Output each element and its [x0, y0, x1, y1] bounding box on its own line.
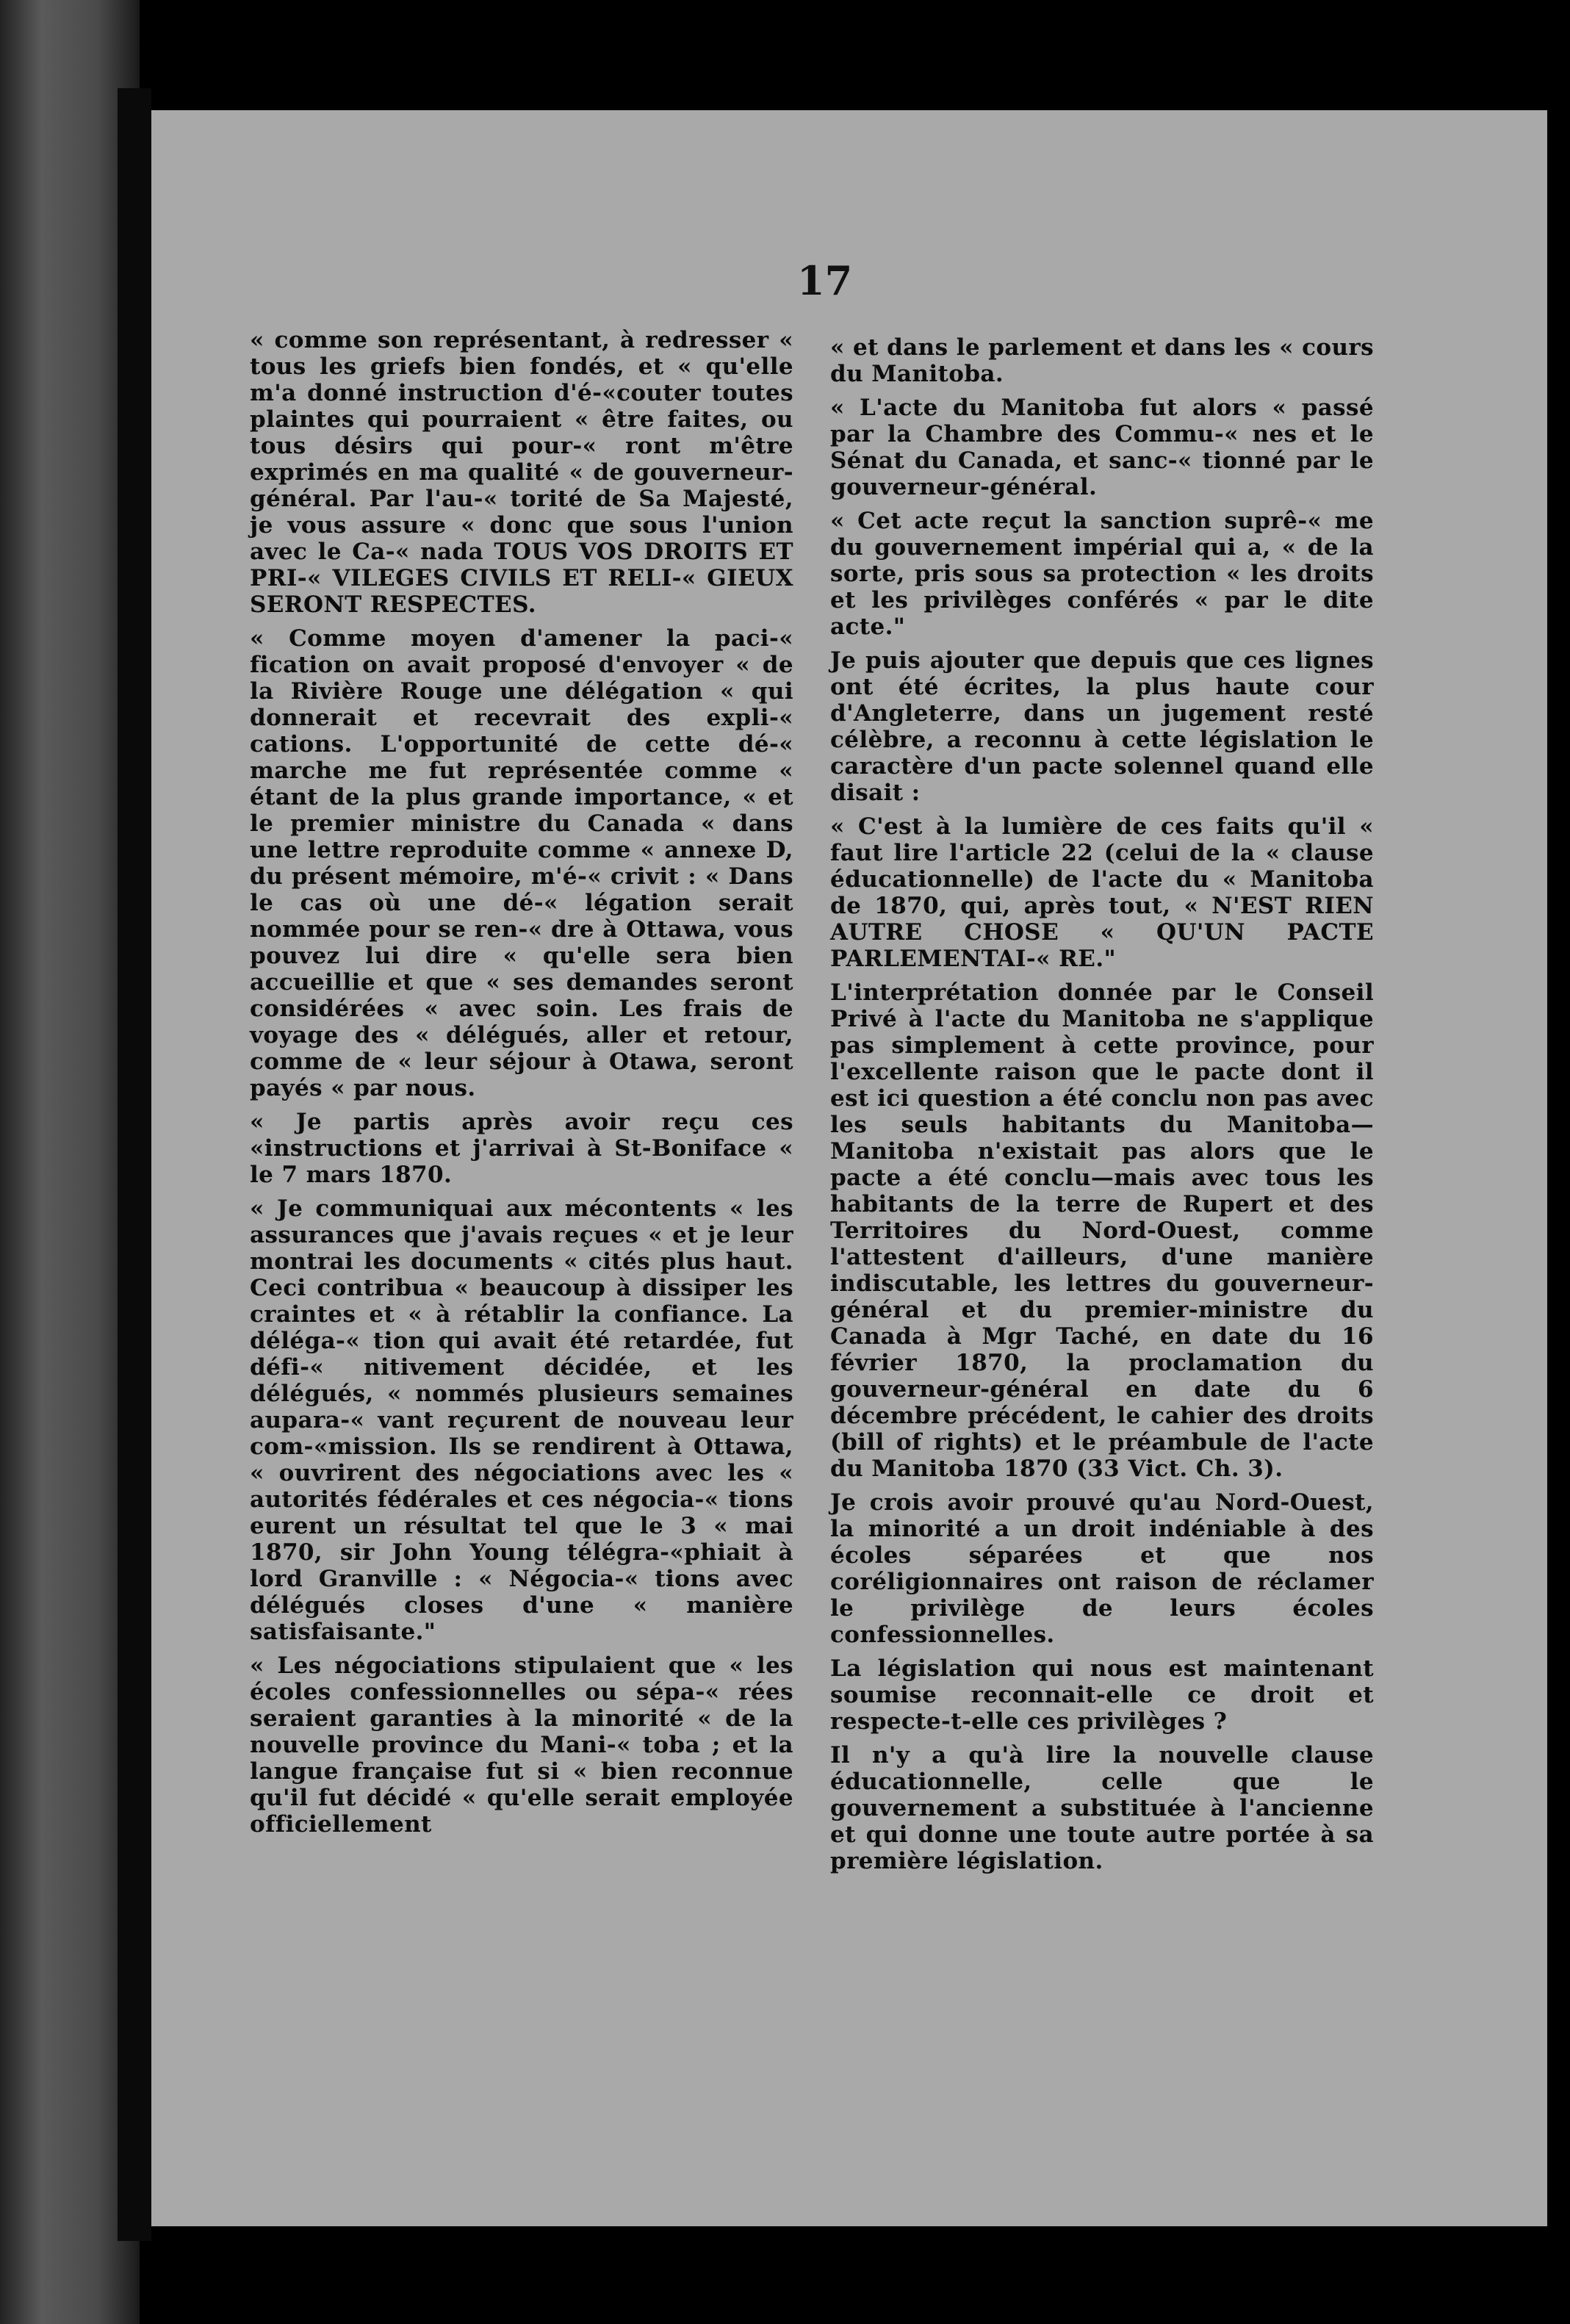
paragraph: Il n'y a qu'à lire la nouvelle clause éducationnelle, celle que le gouvernement a substituée à l'ancienne et qui donne une toute autre portée à sa première législation.	[830, 1742, 1374, 1874]
paragraph: « comme son représentant, à redresser « tous les griefs bien fondés, et « qu'elle m'a donné instruction d'é-«couter toutes plaintes qui pourraient « être faites, ou tous désirs qui pour-« ront m'être exprimés en ma qualité « de gouverneur-général. Par l'au-« torité de Sa Majesté, je vous assure « donc que sous l'union avec le Ca-« nada TOUS VOS DROITS ET PRI-« VILEGES CIVILS ET RELI-« GIEUX SERONT RESPECTES.	[250, 327, 793, 618]
paragraph: Je crois avoir prouvé qu'au Nord-Ouest, la minorité a un droit indéniable à des écoles séparées et que nos coréligionnaires ont raison de réclamer le privilège de leurs écoles confessionnelles.	[830, 1489, 1374, 1648]
paragraph: « L'acte du Manitoba fut alors « passé par la Chambre des Commu-« nes et le Sénat du Canada, et sanc-« tionné par le gouverneur-général.	[830, 395, 1374, 500]
paragraph: « Je partis après avoir reçu ces «instructions et j'arrivai à St-Boniface « le 7 mars 1870.	[250, 1109, 793, 1188]
right-column	[830, 334, 1374, 1882]
left-column	[250, 327, 793, 1845]
paragraph: « Les négociations stipulaient que « les écoles confessionnelles ou sépa-« rées seraient garanties à la minorité « de la nouvelle province du Mani-« toba ; et la langue française fut si « bien reconnue qu'il fut décidé « qu'elle serait employée officiellement	[250, 1652, 793, 1838]
paragraph: « et dans le parlement et dans les « cours du Manitoba.	[830, 334, 1374, 387]
paragraph: La législation qui nous est maintenant soumise reconnait-elle ce droit et respecte-t-elle ces privilèges ?	[830, 1655, 1374, 1735]
paragraph: « Je communiquai aux mécontents « les assurances que j'avais reçues « et je leur montrai les documents « cités plus haut. Ceci contribua « beaucoup à dissiper les craintes et « à rétablir la confiance. La déléga-« tion qui avait été retardée, fut défi-« nitivement décidée, et les délégués, « nommés plusieurs semaines aupara-« vant reçurent de nouveau leur com-«mission. Ils se rendirent à Ottawa, « ouvrirent des négociations avec les « autorités fédérales et ces négocia-« tions eurent un résultat tel que le 3 « mai 1870, sir John Young télégra-«phiait à lord Granville : « Négocia-« tions avec délégués closes d'une « manière satisfaisante."	[250, 1195, 793, 1645]
page-number: 17	[797, 257, 853, 304]
paragraph: « Cet acte reçut la sanction suprê-« me du gouvernement impérial qui a, « de la sorte, pris sous sa protection « les droits et les privilèges conférés « par le dite acte."	[830, 508, 1374, 640]
paragraph: « C'est à la lumière de ces faits qu'il « faut lire l'article 22 (celui de la « clause éducationnelle) de l'acte du « Manitoba de 1870, qui, après tout, « N'EST RIEN AUTRE CHOSE « QU'UN PACTE PARLEMENTAI-« RE."	[830, 813, 1374, 972]
book-spine	[118, 88, 151, 2241]
paragraph: « Comme moyen d'amener la paci-« fication on avait proposé d'envoyer « de la Rivière Rouge une délégation « qui donnerait et recevrait des expli-« cations. L'opportunité de cette dé-« marche me fut représentée comme « étant de la plus grande importance, « et le premier ministre du Canada « dans une lettre reproduite comme « annexe D, du présent mémoire, m'é-« crivit : « Dans le cas où une dé-« légation serait nommée pour se ren-« dre à Ottawa, vous pouvez lui dire « qu'elle sera bien accueillie et que « ses demandes seront considérées « avec soin. Les frais de voyage des « délégués, aller et retour, comme de « leur séjour à Otawa, seront payés « par nous.	[250, 625, 793, 1101]
paragraph: L'interprétation donnée par le Conseil Privé à l'acte du Manitoba ne s'applique pas simplement à cette province, pour l'excellente raison que le pacte dont il est ici question a été conclu non pas avec les seuls habitants du Manitoba—Manitoba n'existait pas alors que le pacte a été conclu—mais avec tous les habitants de la terre de Rupert et des Territoires du Nord-Ouest, comme l'attestent d'ailleurs, d'une manière indiscutable, les lettres du gouverneur-général et du premier-ministre du Canada à Mgr Taché, en date du 16 février 1870, la proclamation du gouverneur-général en date du 6 décembre précédent, le cahier des droits (bill of rights) et le préambule de l'acte du Manitoba 1870 (33 Vict. Ch. 3).	[830, 979, 1374, 1482]
paragraph: Je puis ajouter que depuis que ces lignes ont été écrites, la plus haute cour d'Angleterre, dans un jugement resté célèbre, a reconnu à cette législation le caractère d'un pacte solennel quand elle disait :	[830, 647, 1374, 806]
